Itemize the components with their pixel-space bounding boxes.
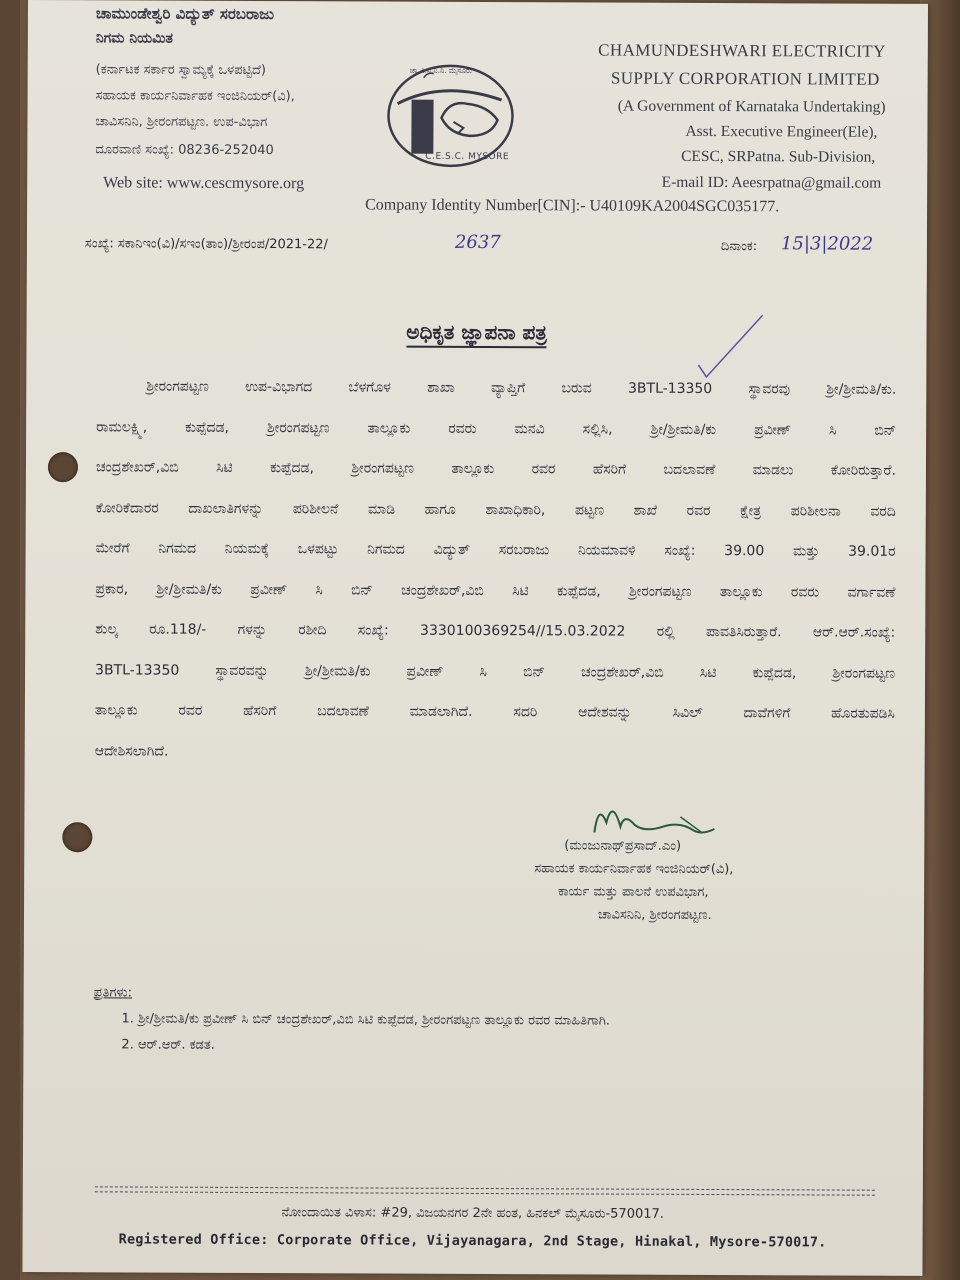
header-cin: Company Identity Number[CIN]:- U40109KA2004SGC035177.	[365, 196, 780, 216]
body-line: ಮೇರೆಗೆ ನಿಗಮದ ನಿಯಮಕ್ಕೆ ಒಳಪಟ್ಟು ನಿಗಮದ ವಿದ್ಯುತ್ ಸರಬರಾಜು ನಿಯಮಾವಳಿ ಸಂಖ್ಯೆ: 39.00 ಮತ್ತು 39.01ರ	[95, 540, 896, 560]
copy-item: 2. ಆರ್.ಆರ್. ಕಡತ.	[121, 1037, 215, 1053]
footer-address-english: Registered Office: Corporate Office, Vijayanagara, 2nd Stage, Hinakal, Mysore-570017.	[118, 1231, 827, 1251]
body-line: 3BTL-13350 ಸ್ಥಾವರವನ್ನು ಶ್ರೀ/ಶ್ರೀಮತಿ/ಕು ಪ್ರವೀಣ್ ಸಿ ಬಿನ್ ಚಂದ್ರಶೇಖರ್,ವಿಬಿ ಸಿಟಿ ಕುಪ್ಪೆದಡ, ಶ್ರೀರಂಗಪಟ್ಟಣ	[95, 661, 896, 682]
copy-item: 1. ಶ್ರೀ/ಶ್ರೀಮತಿ/ಕು ಪ್ರವೀಣ್ ಸಿ ಬಿನ್ ಚಂದ್ರಶೇಖರ್,ವಿಬಿ ಸಿಟಿ ಕುಪ್ಪೆದಡ, ಶ್ರೀರಂಗಪಟ್ಟಣ ತಾಲ್ಲೂಕು ರವರ ಮಾಹಿತಿಗಾಗಿ.	[121, 1011, 610, 1029]
document-title	[27, 318, 927, 346]
header-kannada-line-1: ಚಾಮುಂಡೇಶ್ವರಿ ವಿದ್ಯುತ್ ಸರಬರಾಜು	[95, 4, 275, 24]
body-line: ಶ್ರೀರಂಗಪಟ್ಟಣ ಉಪ-ವಿಭಾಗದ ಬೆಳಗೊಳ ಶಾಖಾ ವ್ಯಾಪ್ತಿಗೆ ಬರುವ 3BTL-13350 ಸ್ಥಾವರವು ಶ್ರೀ/ಶ್ರೀಮತಿ/ಕು.	[146, 378, 897, 398]
header-kannada-line-3: (ಕರ್ನಾಟಕ ಸರ್ಕಾರ ಸ್ವಾಮ್ಯಕ್ಕೆ ಒಳಪಟ್ಟಿದೆ)	[95, 62, 267, 79]
header-english-line-2: SUPPLY CORPORATION LIMITED	[610, 68, 880, 89]
footer-address-kannada: ನೋಂದಾಯಿತ ವಿಳಾಸ: #29, ವಿಜಯನಗರ 2ನೇ ಹಂತ, ಹಿನಕಲ್ ಮೈಸೂರು-570017.	[281, 1205, 664, 1222]
signatory-designation: ಸಹಾಯಕ ಕಾರ್ಯನಿರ್ವಾಹಕ ಇಂಜಿನಿಯರ್(ವಿ),	[534, 861, 734, 878]
punch-hole-lower	[62, 822, 92, 852]
punch-hole-upper	[48, 452, 78, 482]
header-kannada-line-2: ನಿಗಮ ನಿಯಮಿತ	[95, 30, 174, 47]
logo-text-top: ಚಾ.ವಿ.ಸ.ನಿ.ನಿ. ಮೈಸೂರು	[409, 65, 473, 75]
logo-text-bottom: C.E.S.C. MYSORE	[425, 151, 510, 163]
signatory-office: ಕಾರ್ಯ ಮತ್ತು ಪಾಲನೆ ಉಪವಿಭಾಗ,	[558, 884, 709, 900]
header-kannada-line-4: ಸಹಾಯಕ ಕಾರ್ಯನಿರ್ವಾಹಕ ಇಂಜಿನಿಯರ್(ವಿ),	[95, 88, 295, 105]
header-english-line-5: CESC, SRPatna. Sub-Division,	[681, 147, 876, 166]
letter-body	[95, 366, 897, 774]
desk-left-edge	[0, 0, 20, 1280]
reference-number-handwritten: 2637	[454, 231, 501, 254]
body-line: ರಾಮಲಕ್ಷ್ಮಿ, ಕುಪ್ಪೆದಡ, ಶ್ರೀರಂಗಪಟ್ಟಣ ತಾಲ್ಲೂಕು ರವರು ಮನವಿ ಸಲ್ಲಿಸಿ, ಶ್ರೀ/ಶ್ರೀಮತಿ/ಕು ಪ್ರವೀಣ್ ಸಿ ಬಿನ್	[96, 418, 897, 439]
signature-block	[534, 834, 734, 927]
header-kannada-line-6: ದೂರವಾಣಿ ಸಂಖ್ಯೆ: 08236-252040	[95, 142, 274, 159]
letter-page	[22, 0, 928, 1276]
body-line: ಚಂದ್ರಶೇಖರ್,ವಿಬಿ ಸಿಟಿ ಕುಪ್ಪೆದಡ, ಶ್ರೀರಂಗಪಟ್ಟಣ ತಾಲ್ಲೂಕು ರವರ ಹೆಸರಿಗೆ ಬದಲಾವಣೆ ಮಾಡಲು ಕೋರಿರುತ್ತಾರೆ.	[95, 459, 896, 479]
body-line: ಪ್ರಕಾರ, ಶ್ರೀ/ಶ್ರೀಮತಿ/ಕು ಪ್ರವೀಣ್ ಸಿ ಬಿನ್ ಚಂದ್ರಶೇಖರ್,ವಿಬಿ ಸಿಟಿ ಕುಪ್ಪೆದಡ, ಶ್ರೀರಂಗಪಟ್ಟಣ ತಾಲ್ಲೂಕು ರವರು ವರ್ಗಾವಣೆ	[95, 580, 896, 601]
body-line: ಕೋರಿಕೆದಾರರ ದಾಖಲಾತಿಗಳನ್ನು ಪರಿಶೀಲನೆ ಮಾಡಿ ಹಾಗೂ ಶಾಖಾಧಿಕಾರಿ, ಪಟ್ಟಣ ಶಾಖೆ ರವರ ಕ್ಷೇತ್ರ ಪರಿಶೀಲನಾ ವರದಿ	[95, 499, 896, 520]
body-line: ಆದೇಶಿಸಲಾಗಿದೆ.	[94, 742, 169, 760]
header-email: E-mail ID: Aeesrpatna@gmail.com	[661, 173, 882, 192]
document-title-text: ಅಧಿಕೃತ ಜ್ಞಾಪನಾ ಪತ್ರ	[406, 320, 547, 349]
body-line: ಶುಲ್ಕ ರೂ.118/- ಗಳನ್ನು ರಶೀದಿ ಸಂಖ್ಯೆ: 3330100369254//15.03.2022 ರಲ್ಲಿ ಪಾವತಿಸಿರುತ್ತಾರೆ. ಆರ್.ಆರ್.ಸಂಖ್ಯೆ:	[95, 621, 896, 641]
copies-label: ಪ್ರತಿಗಳು:	[93, 985, 133, 1001]
body-line: ತಾಲ್ಲೂಕು ರವರ ಹೆಸರಿಗೆ ಬದಲಾವಣೆ ಮಾಡಲಾಗಿದೆ. ಸದರಿ ಆದೇಶವನ್ನು ಸಿವಿಲ್ ದಾವೆಗಳಿಗೆ ಹೊರತುಪಡಿಸಿ	[94, 702, 895, 722]
header-english-line-4: Asst. Executive Engineer(Ele),	[685, 122, 878, 141]
footer-divider	[95, 1191, 875, 1195]
date-label: ದಿನಾಂಕ:	[720, 239, 758, 255]
header-english-line-3: (A Government of Karnataka Undertaking)	[617, 97, 886, 116]
header-kannada-line-5: ಚಾವಿಸನಿನಿ, ಶ್ರೀರಂಗಪಟ್ಟಣ. ಉಪ-ವಿಭಾಗ	[95, 114, 268, 131]
reference-number-prefix: ಸಂಖ್ಯೆ: ಸಕಾನಿಇಂ(ವಿ)/ಸಇಂ(ತಾಂ)/ಶ್ರೀರಂಪ/2021-22/	[84, 236, 328, 253]
footer-divider	[95, 1186, 875, 1190]
date-handwritten: 15|3|2022	[780, 233, 874, 255]
signatory-place: ಚಾವಿಸನಿನಿ, ಶ್ರೀರಂಗಪಟ್ಟಣ.	[597, 907, 712, 923]
signatory-name: (ಮಂಜುನಾಥ್‌ಪ್ರಸಾದ್.ಎಂ)	[564, 838, 682, 854]
copies-section	[93, 980, 610, 1060]
header-english-line-1: CHAMUNDESHWARI ELECTRICITY	[598, 40, 886, 61]
header-website: Web site: www.cescmysore.org	[103, 174, 305, 193]
